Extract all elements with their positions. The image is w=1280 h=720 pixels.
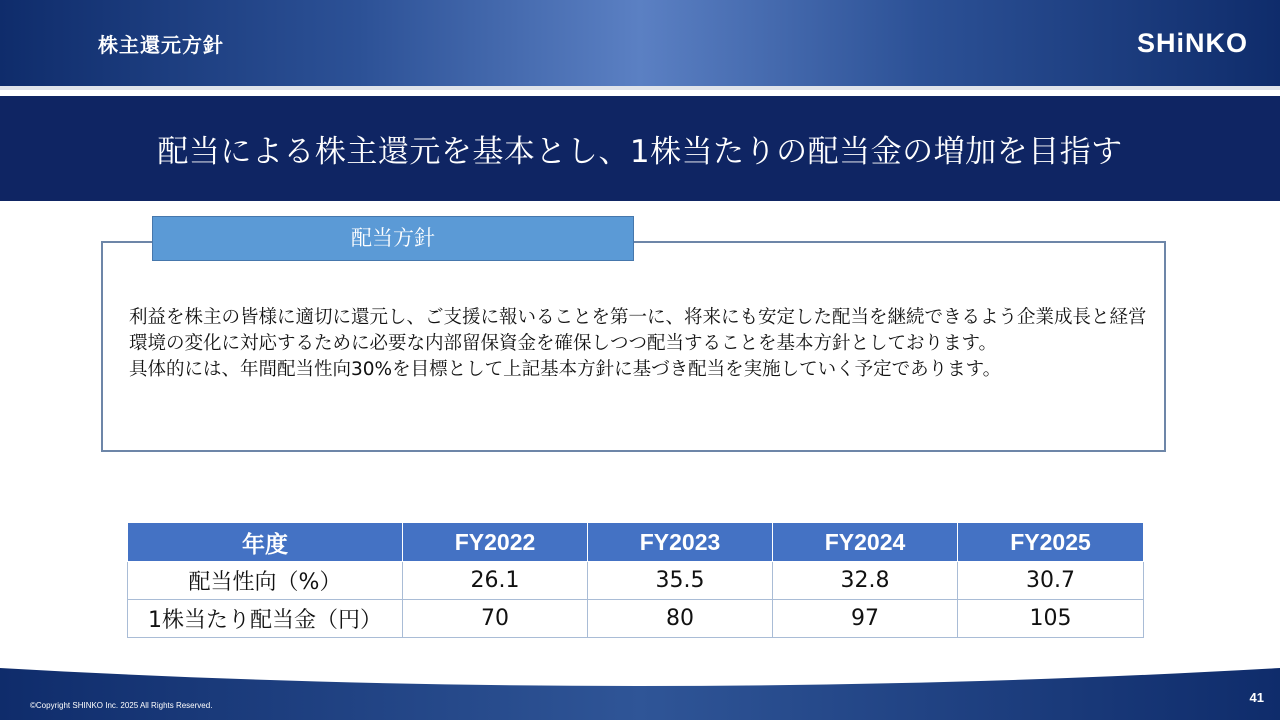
table-cell: 70 <box>403 600 588 638</box>
table-row <box>128 600 1144 638</box>
policy-label: 配当方針 <box>152 216 634 261</box>
table-cell: 32.8 <box>773 562 958 600</box>
headline-text: 配当による株主還元を基本とし、1株当たりの配当金の増加を目指す <box>157 134 1123 170</box>
table-header-cell: FY2023 <box>588 523 773 562</box>
page-number: 41 <box>1249 690 1264 705</box>
copyright-text: ©Copyright SHINKO Inc. 2025 All Rights Reserved. <box>30 701 213 710</box>
table-header-row <box>128 523 1144 562</box>
table-cell: 97 <box>773 600 958 638</box>
dividend-table <box>127 522 1144 638</box>
table-cell: 80 <box>588 600 773 638</box>
table-header-cell: FY2025 <box>958 523 1144 562</box>
header-bar <box>0 0 1280 86</box>
table-cell: 30.7 <box>958 562 1144 600</box>
table-row <box>128 562 1144 600</box>
table-cell: 1株当たり配当金（円） <box>128 600 403 638</box>
table-cell: 35.5 <box>588 562 773 600</box>
table-header-cell: 年度 <box>128 523 403 562</box>
company-logo: SHiNKO <box>1136 28 1248 58</box>
table-cell: 26.1 <box>403 562 588 600</box>
table-header-cell: FY2022 <box>403 523 588 562</box>
page-title: 株主還元方針 <box>98 33 224 57</box>
header-divider <box>0 86 1280 90</box>
table-header-cell: FY2024 <box>773 523 958 562</box>
policy-paragraph: 具体的には、年間配当性向30%を目標として上記基本方針に基づき配当を実施していく予定であります。 <box>129 359 1002 380</box>
headline-banner <box>0 96 1280 201</box>
policy-paragraph: 利益を株主の皆様に適切に還元し、ご支援に報いることを第一に、将来にも安定した配当を継続できるよう企業成長と経営環境の変化に対応するために必要な内部留保資金を確保しつつ配当することを基本方針としております。 <box>129 307 1147 354</box>
footer-band <box>0 660 1280 720</box>
table-cell: 105 <box>958 600 1144 638</box>
policy-text <box>129 305 1149 383</box>
table-cell: 配当性向（%） <box>128 562 403 600</box>
